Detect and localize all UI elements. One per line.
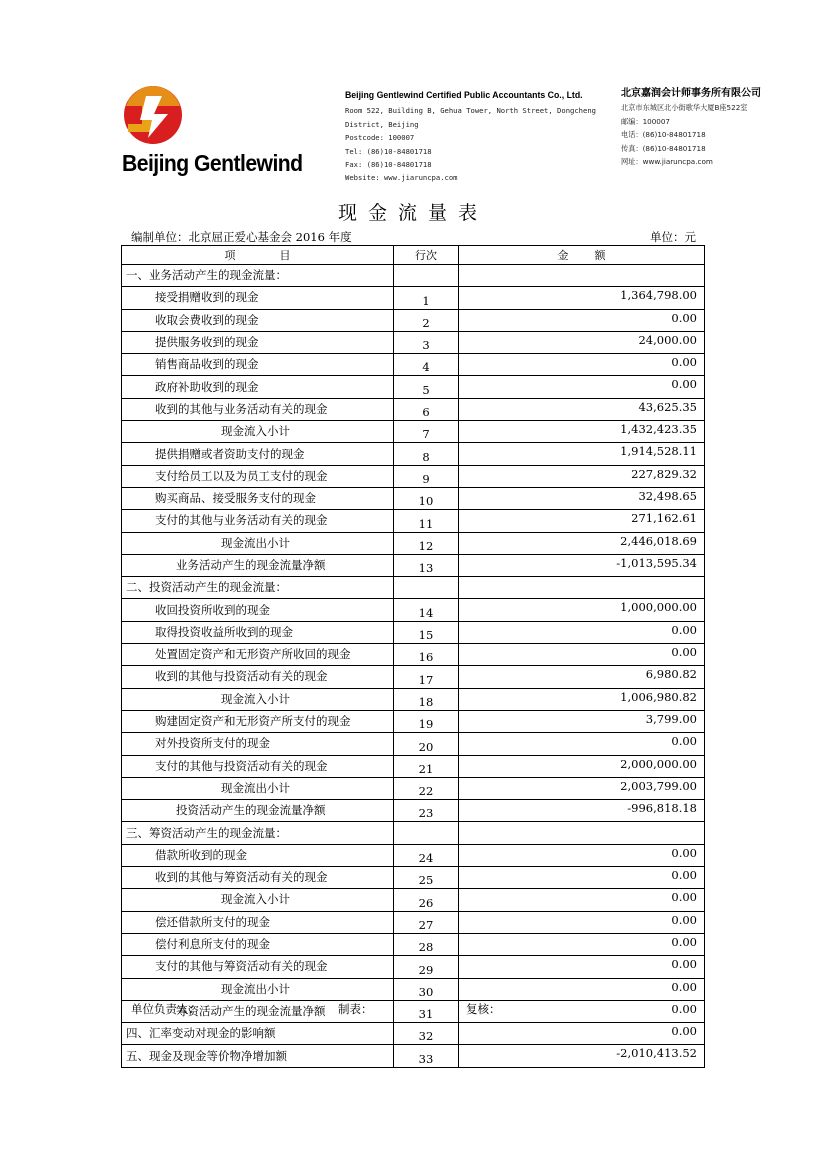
row-amount: 0.00	[459, 867, 705, 889]
row-line-no: 19	[394, 710, 459, 732]
row-amount: 0.00	[459, 621, 705, 643]
row-line-no: 1	[394, 287, 459, 309]
row-amount: 0.00	[459, 889, 705, 911]
signature-unit-head: 单位负责人：	[131, 1002, 200, 1016]
table-row	[122, 554, 705, 576]
table-header-row	[122, 246, 705, 265]
row-label: 收到的其他与业务活动有关的现金	[122, 398, 394, 420]
table-row	[122, 644, 705, 666]
chinese-letterhead	[621, 87, 761, 168]
table-row	[122, 889, 705, 911]
row-amount: 0.00	[459, 933, 705, 955]
row-line-no: 31	[394, 1000, 459, 1022]
row-line-no: 16	[394, 644, 459, 666]
website-en: Website: www.jiaruncpa.com	[345, 173, 458, 183]
tel-en: Tel: (86)10-84801718	[345, 146, 432, 156]
row-amount: 43,625.35	[459, 398, 705, 420]
row-label: 四、汇率变动对现金的影响额	[122, 1023, 394, 1045]
row-amount: 0.00	[459, 1023, 705, 1045]
table-row	[122, 666, 705, 688]
row-amount: 1,006,980.82	[459, 688, 705, 710]
row-line-no: 29	[394, 956, 459, 978]
row-label: 支付给员工以及为员工支付的现金	[122, 465, 394, 487]
row-amount: -2,010,413.52	[459, 1045, 705, 1067]
row-amount: 1,432,423.35	[459, 421, 705, 443]
row-label: 提供捐赠或者资助支付的现金	[122, 443, 394, 465]
row-label: 支付的其他与投资活动有关的现金	[122, 755, 394, 777]
firm-logo-icon	[122, 84, 184, 146]
table-row	[122, 933, 705, 955]
row-line-no: 33	[394, 1045, 459, 1067]
table-row	[122, 1023, 705, 1045]
row-line-no: 21	[394, 755, 459, 777]
table-row	[122, 287, 705, 309]
row-label: 接受捐赠收到的现金	[122, 287, 394, 309]
table-row	[122, 265, 705, 287]
header-item: 项目	[122, 246, 394, 265]
row-line-no: 27	[394, 911, 459, 933]
table-row	[122, 1000, 705, 1022]
row-line-no: 24	[394, 844, 459, 866]
row-amount: 24,000.00	[459, 331, 705, 353]
row-amount: -996,818.18	[459, 800, 705, 822]
cash-flow-table	[121, 245, 705, 1068]
table-row	[122, 487, 705, 509]
table-row	[122, 978, 705, 1000]
table-row	[122, 532, 705, 554]
row-label: 借款所收到的现金	[122, 844, 394, 866]
row-line-no: 10	[394, 487, 459, 509]
row-label: 取得投资收益所收到的现金	[122, 621, 394, 643]
row-amount: 0.00	[459, 844, 705, 866]
row-line-no: 14	[394, 599, 459, 621]
table-row	[122, 398, 705, 420]
header-line-no: 行次	[394, 246, 459, 265]
row-amount: 1,364,798.00	[459, 287, 705, 309]
table-row	[122, 309, 705, 331]
row-label: 五、现金及现金等价物净增加额	[122, 1045, 394, 1067]
row-label: 购买商品、接受服务支付的现金	[122, 487, 394, 509]
address-line-1-en: Room 522, Building B, Gehua Tower, North Street, Dongcheng	[345, 106, 596, 116]
table-row	[122, 621, 705, 643]
row-amount: 227,829.32	[459, 465, 705, 487]
row-label: 现金流出小计	[122, 532, 394, 554]
table-row	[122, 599, 705, 621]
table-row	[122, 956, 705, 978]
row-label: 偿还借款所支付的现金	[122, 911, 394, 933]
row-label: 现金流出小计	[122, 978, 394, 1000]
table-row	[122, 577, 705, 599]
row-label: 支付的其他与业务活动有关的现金	[122, 510, 394, 532]
row-line-no: 9	[394, 465, 459, 487]
row-label: 三、筹资活动产生的现金流量：	[122, 822, 394, 844]
address-line-2-en: District, Beijing	[345, 119, 419, 129]
row-line-no: 11	[394, 510, 459, 532]
table-row	[122, 844, 705, 866]
row-amount: 0.00	[459, 376, 705, 398]
row-label: 收回投资所收到的现金	[122, 599, 394, 621]
row-line-no: 6	[394, 398, 459, 420]
row-label: 现金流出小计	[122, 777, 394, 799]
row-amount: 0.00	[459, 644, 705, 666]
firm-name-en: Beijing Gentlewind Certified Public Accountants Co., Ltd.	[345, 90, 583, 101]
row-label: 处置固定资产和无形资产所收回的现金	[122, 644, 394, 666]
row-label: 投资活动产生的现金流量净额	[122, 800, 394, 822]
english-letterhead	[345, 89, 603, 185]
row-amount: 1,000,000.00	[459, 599, 705, 621]
row-amount	[459, 577, 705, 599]
table-row	[122, 777, 705, 799]
row-amount: 2,003,799.00	[459, 777, 705, 799]
table-row	[122, 376, 705, 398]
row-line-no: 23	[394, 800, 459, 822]
row-label: 现金流入小计	[122, 421, 394, 443]
header-amount: 金额	[459, 246, 705, 265]
row-label: 收到的其他与筹资活动有关的现金	[122, 867, 394, 889]
table-row	[122, 733, 705, 755]
row-amount	[459, 265, 705, 287]
row-label: 一、业务活动产生的现金流量：	[122, 265, 394, 287]
row-line-no: 2	[394, 309, 459, 331]
row-label: 二、投资活动产生的现金流量：	[122, 577, 394, 599]
reporting-entity: 编制单位：北京屈正爱心基金会 2016 年度	[131, 230, 352, 244]
row-line-no: 30	[394, 978, 459, 1000]
row-amount: 0.00	[459, 1000, 705, 1022]
table-row	[122, 1045, 705, 1067]
row-amount: 0.00	[459, 956, 705, 978]
row-label: 筹资活动产生的现金流量净额	[122, 1000, 394, 1022]
row-line-no	[394, 577, 459, 599]
row-line-no: 22	[394, 777, 459, 799]
row-line-no: 7	[394, 421, 459, 443]
row-line-no: 32	[394, 1023, 459, 1045]
table-row	[122, 421, 705, 443]
signature-preparer: 制表：	[338, 1002, 373, 1016]
row-line-no: 13	[394, 554, 459, 576]
table-row	[122, 465, 705, 487]
firm-name-cn: 北京嘉润会计师事务所有限公司	[621, 88, 761, 99]
table-row	[122, 822, 705, 844]
table-row	[122, 510, 705, 532]
row-label: 现金流入小计	[122, 889, 394, 911]
row-label: 收取会费收到的现金	[122, 309, 394, 331]
table-row	[122, 800, 705, 822]
table-row	[122, 755, 705, 777]
row-label: 政府补助收到的现金	[122, 376, 394, 398]
tel-cn: 电话：(86)10-84801718	[621, 130, 706, 140]
row-amount: 0.00	[459, 911, 705, 933]
row-amount: 3,799.00	[459, 710, 705, 732]
fax-en: Fax: (86)10-84801718	[345, 160, 432, 170]
row-line-no: 12	[394, 532, 459, 554]
fax-cn: 传真：(86)10-84801718	[621, 143, 706, 153]
row-line-no: 8	[394, 443, 459, 465]
row-line-no: 4	[394, 354, 459, 376]
row-amount: 271,162.61	[459, 510, 705, 532]
currency-unit: 单位：元	[650, 230, 696, 244]
row-line-no: 20	[394, 733, 459, 755]
row-label: 收到的其他与投资活动有关的现金	[122, 666, 394, 688]
row-label: 支付的其他与筹资活动有关的现金	[122, 956, 394, 978]
table-row	[122, 867, 705, 889]
postcode-cn: 邮编：100007	[621, 116, 671, 126]
row-label: 提供服务收到的现金	[122, 331, 394, 353]
row-amount: 32,498.65	[459, 487, 705, 509]
row-line-no: 25	[394, 867, 459, 889]
row-label: 偿付利息所支付的现金	[122, 933, 394, 955]
postcode-en: Postcode: 100007	[345, 133, 415, 143]
row-label: 销售商品收到的现金	[122, 354, 394, 376]
row-amount: 1,914,528.11	[459, 443, 705, 465]
row-amount: -1,013,595.34	[459, 554, 705, 576]
row-line-no	[394, 265, 459, 287]
table-row	[122, 354, 705, 376]
row-line-no: 3	[394, 331, 459, 353]
row-amount: 2,000,000.00	[459, 755, 705, 777]
report-title: 现金流量表	[337, 202, 488, 224]
row-line-no: 5	[394, 376, 459, 398]
row-label: 对外投资所支付的现金	[122, 733, 394, 755]
brand-name: Beijing Gentlewind	[122, 150, 303, 176]
address-cn: 北京市东城区北小街歌华大厦B座522室	[621, 103, 748, 113]
row-line-no: 26	[394, 889, 459, 911]
row-amount: 0.00	[459, 354, 705, 376]
row-label: 现金流入小计	[122, 688, 394, 710]
row-amount: 0.00	[459, 309, 705, 331]
table-row	[122, 688, 705, 710]
row-line-no: 15	[394, 621, 459, 643]
row-line-no: 18	[394, 688, 459, 710]
row-line-no: 17	[394, 666, 459, 688]
row-amount: 2,446,018.69	[459, 532, 705, 554]
table-row	[122, 911, 705, 933]
row-line-no	[394, 822, 459, 844]
row-label: 购建固定资产和无形资产所支付的现金	[122, 710, 394, 732]
row-label: 业务活动产生的现金流量净额	[122, 554, 394, 576]
row-amount	[459, 822, 705, 844]
table-row	[122, 710, 705, 732]
website-cn: 网址：www.jiaruncpa.com	[621, 157, 713, 167]
row-amount: 6,980.82	[459, 666, 705, 688]
signature-reviewer: 复核：	[466, 1002, 501, 1016]
row-amount: 0.00	[459, 978, 705, 1000]
table-row	[122, 443, 705, 465]
table-row	[122, 331, 705, 353]
row-line-no: 28	[394, 933, 459, 955]
row-amount: 0.00	[459, 733, 705, 755]
